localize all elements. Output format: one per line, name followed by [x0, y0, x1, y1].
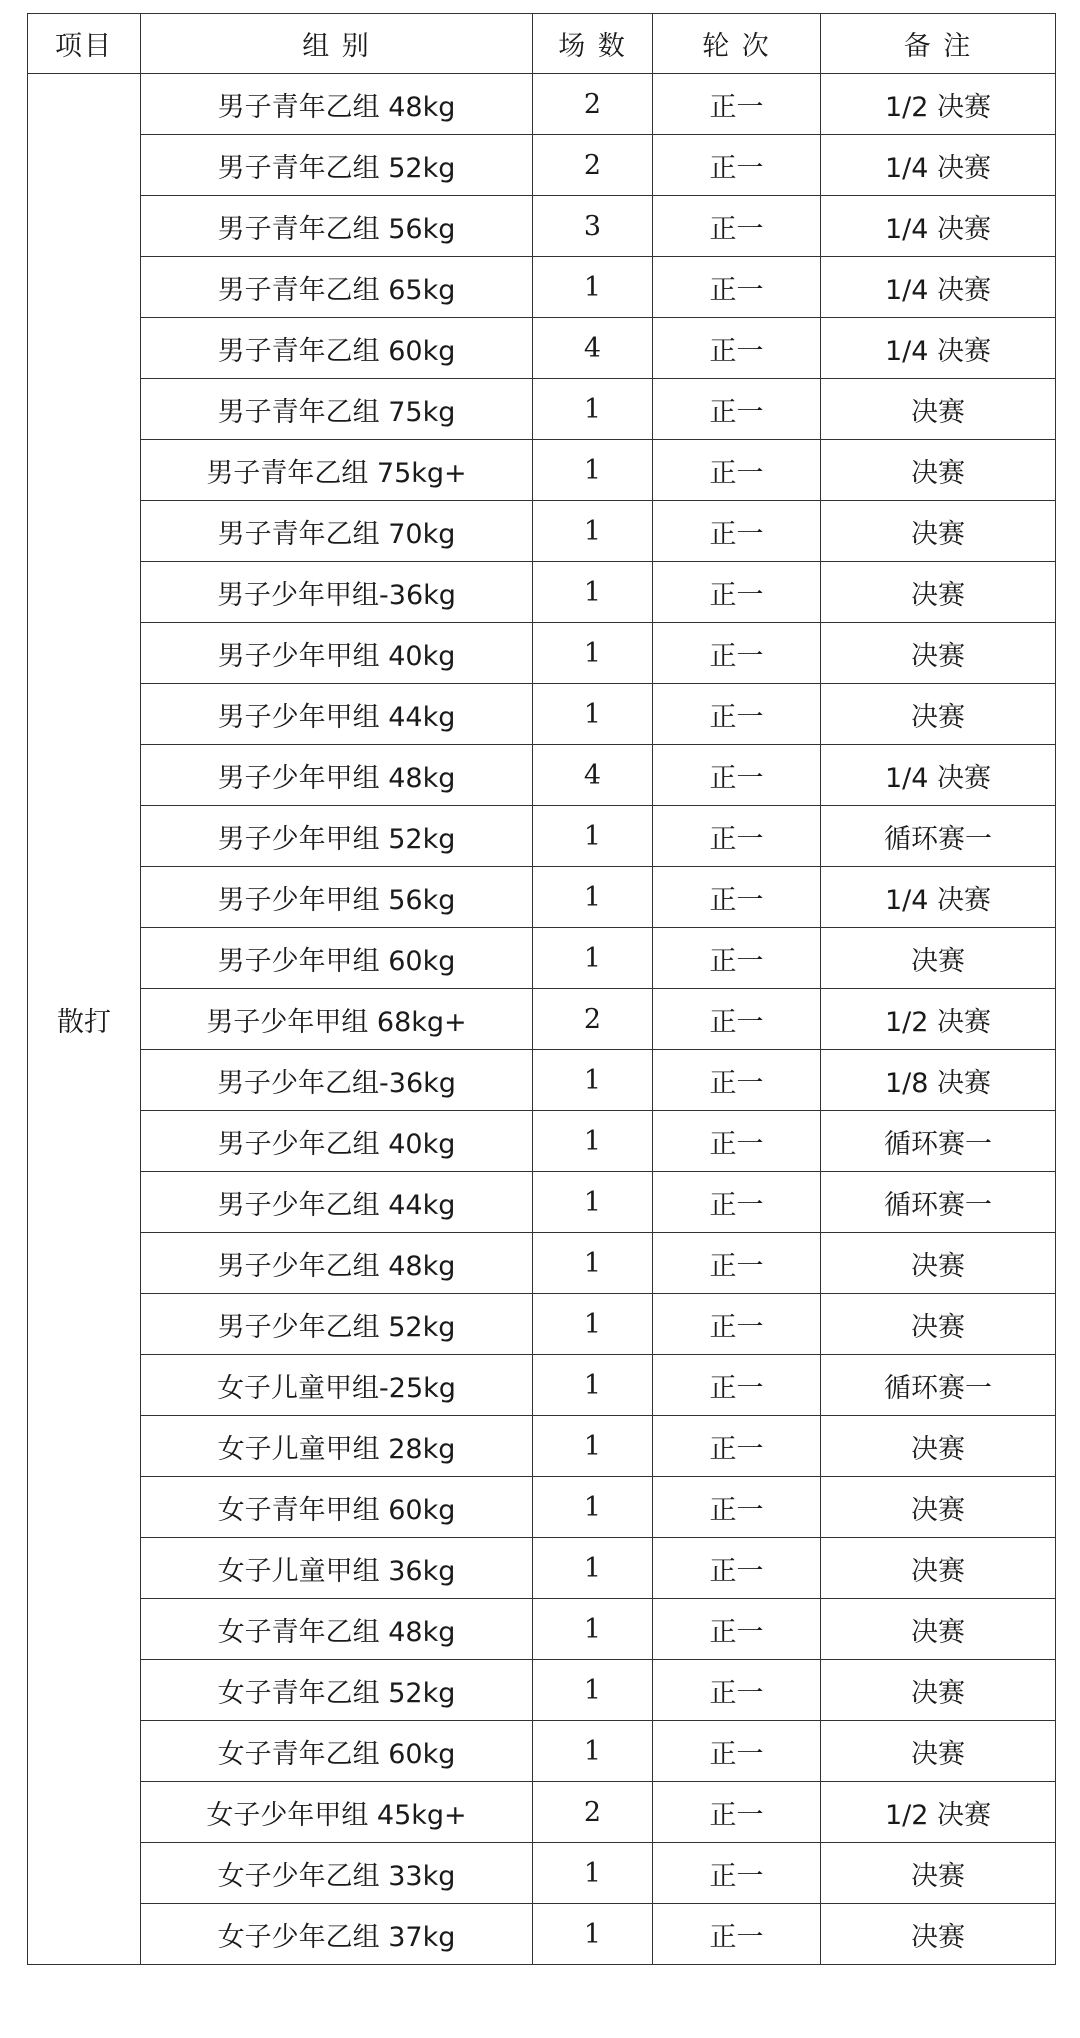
table-row	[28, 1721, 1056, 1782]
round-cell: 正一	[653, 1782, 821, 1843]
note-cell: 1/4 决赛	[821, 867, 1056, 928]
group-cell: 女子少年乙组 37kg	[141, 1904, 533, 1965]
note-cell: 决赛	[821, 623, 1056, 684]
table-row	[28, 1111, 1056, 1172]
group-cell: 男子青年乙组 52kg	[141, 135, 533, 196]
matches-cell: 1	[533, 1416, 653, 1477]
round-cell: 正一	[653, 1843, 821, 1904]
group-cell: 男子少年甲组-36kg	[141, 562, 533, 623]
matches-cell: 1	[533, 1111, 653, 1172]
group-cell: 男子少年乙组 48kg	[141, 1233, 533, 1294]
note-cell: 1/2 决赛	[821, 74, 1056, 135]
note-cell: 1/4 决赛	[821, 318, 1056, 379]
round-cell: 正一	[653, 867, 821, 928]
round-cell: 正一	[653, 623, 821, 684]
matches-cell: 1	[533, 562, 653, 623]
table-row	[28, 989, 1056, 1050]
table-header	[28, 14, 1056, 74]
matches-cell: 2	[533, 135, 653, 196]
table-row	[28, 562, 1056, 623]
matches-cell: 1	[533, 684, 653, 745]
table-row	[28, 1172, 1056, 1233]
note-cell: 1/4 决赛	[821, 135, 1056, 196]
table-row	[28, 135, 1056, 196]
group-cell: 男子青年乙组 48kg	[141, 74, 533, 135]
round-cell: 正一	[653, 196, 821, 257]
round-cell: 正一	[653, 1660, 821, 1721]
note-cell: 决赛	[821, 1843, 1056, 1904]
table-row	[28, 684, 1056, 745]
group-cell: 女子儿童甲组 36kg	[141, 1538, 533, 1599]
note-cell: 循环赛一	[821, 806, 1056, 867]
note-cell: 决赛	[821, 1477, 1056, 1538]
matches-cell: 3	[533, 196, 653, 257]
group-cell: 女子青年乙组 60kg	[141, 1721, 533, 1782]
table-row	[28, 1538, 1056, 1599]
header-note: 备 注	[821, 14, 1056, 74]
group-cell: 男子青年乙组 56kg	[141, 196, 533, 257]
table-row	[28, 1782, 1056, 1843]
round-cell: 正一	[653, 440, 821, 501]
note-cell: 1/2 决赛	[821, 1782, 1056, 1843]
matches-cell: 1	[533, 1294, 653, 1355]
group-cell: 男子少年甲组 60kg	[141, 928, 533, 989]
round-cell: 正一	[653, 1904, 821, 1965]
table-row	[28, 1294, 1056, 1355]
matches-cell: 1	[533, 379, 653, 440]
note-cell: 1/4 决赛	[821, 257, 1056, 318]
table-row	[28, 74, 1056, 135]
matches-cell: 4	[533, 318, 653, 379]
note-cell: 决赛	[821, 501, 1056, 562]
event-cell: 散打	[28, 74, 141, 1965]
round-cell: 正一	[653, 745, 821, 806]
round-cell: 正一	[653, 1416, 821, 1477]
group-cell: 男子少年乙组 52kg	[141, 1294, 533, 1355]
header-group: 组 别	[141, 14, 533, 74]
group-cell: 男子青年乙组 70kg	[141, 501, 533, 562]
matches-cell: 1	[533, 1599, 653, 1660]
table-row	[28, 1843, 1056, 1904]
table-row	[28, 806, 1056, 867]
header-row	[28, 14, 1056, 74]
group-cell: 男子少年甲组 40kg	[141, 623, 533, 684]
group-cell: 男子青年乙组 65kg	[141, 257, 533, 318]
matches-cell: 1	[533, 623, 653, 684]
matches-cell: 1	[533, 1477, 653, 1538]
round-cell: 正一	[653, 1599, 821, 1660]
note-cell: 1/8 决赛	[821, 1050, 1056, 1111]
group-cell: 女子少年甲组 45kg+	[141, 1782, 533, 1843]
round-cell: 正一	[653, 1294, 821, 1355]
matches-cell: 1	[533, 1172, 653, 1233]
group-cell: 男子少年甲组 44kg	[141, 684, 533, 745]
matches-cell: 1	[533, 867, 653, 928]
round-cell: 正一	[653, 318, 821, 379]
table-row	[28, 745, 1056, 806]
note-cell: 循环赛一	[821, 1172, 1056, 1233]
table-row	[28, 867, 1056, 928]
table-row	[28, 1416, 1056, 1477]
round-cell: 正一	[653, 257, 821, 318]
matches-cell: 1	[533, 1843, 653, 1904]
round-cell: 正一	[653, 1538, 821, 1599]
table-row	[28, 501, 1056, 562]
group-cell: 男子少年乙组 44kg	[141, 1172, 533, 1233]
group-cell: 男子少年甲组 68kg+	[141, 989, 533, 1050]
table-row	[28, 1355, 1056, 1416]
table-row	[28, 440, 1056, 501]
table-row	[28, 1599, 1056, 1660]
round-cell: 正一	[653, 1721, 821, 1782]
table-row	[28, 928, 1056, 989]
table-row	[28, 196, 1056, 257]
round-cell: 正一	[653, 1111, 821, 1172]
note-cell: 决赛	[821, 562, 1056, 623]
note-cell: 循环赛一	[821, 1355, 1056, 1416]
note-cell: 1/4 决赛	[821, 196, 1056, 257]
group-cell: 女子少年乙组 33kg	[141, 1843, 533, 1904]
round-cell: 正一	[653, 1355, 821, 1416]
round-cell: 正一	[653, 684, 821, 745]
matches-cell: 1	[533, 501, 653, 562]
round-cell: 正一	[653, 74, 821, 135]
table-row	[28, 1477, 1056, 1538]
group-cell: 男子少年甲组 48kg	[141, 745, 533, 806]
table-row	[28, 257, 1056, 318]
round-cell: 正一	[653, 562, 821, 623]
note-cell: 决赛	[821, 1233, 1056, 1294]
group-cell: 男子少年乙组-36kg	[141, 1050, 533, 1111]
round-cell: 正一	[653, 379, 821, 440]
round-cell: 正一	[653, 806, 821, 867]
round-cell: 正一	[653, 1233, 821, 1294]
matches-cell: 1	[533, 1660, 653, 1721]
group-cell: 女子青年甲组 60kg	[141, 1477, 533, 1538]
matches-cell: 1	[533, 1233, 653, 1294]
round-cell: 正一	[653, 501, 821, 562]
note-cell: 循环赛一	[821, 1111, 1056, 1172]
note-cell: 决赛	[821, 1721, 1056, 1782]
matches-cell: 2	[533, 989, 653, 1050]
table-row	[28, 623, 1056, 684]
header-event: 项目	[28, 14, 141, 74]
round-cell: 正一	[653, 928, 821, 989]
matches-cell: 1	[533, 1050, 653, 1111]
note-cell: 决赛	[821, 379, 1056, 440]
note-cell: 决赛	[821, 1599, 1056, 1660]
table-row	[28, 1660, 1056, 1721]
matches-cell: 2	[533, 1782, 653, 1843]
matches-cell: 1	[533, 1355, 653, 1416]
table-row	[28, 1233, 1056, 1294]
note-cell: 决赛	[821, 440, 1056, 501]
table-row	[28, 379, 1056, 440]
note-cell: 决赛	[821, 1294, 1056, 1355]
note-cell: 决赛	[821, 1660, 1056, 1721]
group-cell: 男子少年甲组 56kg	[141, 867, 533, 928]
schedule-table	[27, 13, 1056, 1965]
group-cell: 男子青年乙组 75kg+	[141, 440, 533, 501]
round-cell: 正一	[653, 1477, 821, 1538]
matches-cell: 1	[533, 440, 653, 501]
note-cell: 决赛	[821, 1904, 1056, 1965]
matches-cell: 1	[533, 257, 653, 318]
table-row	[28, 318, 1056, 379]
round-cell: 正一	[653, 135, 821, 196]
table-row	[28, 1904, 1056, 1965]
group-cell: 男子少年甲组 52kg	[141, 806, 533, 867]
note-cell: 1/2 决赛	[821, 989, 1056, 1050]
round-cell: 正一	[653, 1050, 821, 1111]
note-cell: 决赛	[821, 928, 1056, 989]
note-cell: 决赛	[821, 1538, 1056, 1599]
note-cell: 决赛	[821, 1416, 1056, 1477]
matches-cell: 1	[533, 928, 653, 989]
group-cell: 女子儿童甲组 28kg	[141, 1416, 533, 1477]
table-body	[28, 74, 1056, 1965]
matches-cell: 1	[533, 1538, 653, 1599]
note-cell: 1/4 决赛	[821, 745, 1056, 806]
header-matches: 场 数	[533, 14, 653, 74]
matches-cell: 2	[533, 74, 653, 135]
group-cell: 女子青年乙组 48kg	[141, 1599, 533, 1660]
note-cell: 决赛	[821, 684, 1056, 745]
matches-cell: 4	[533, 745, 653, 806]
matches-cell: 1	[533, 1904, 653, 1965]
group-cell: 男子少年乙组 40kg	[141, 1111, 533, 1172]
matches-cell: 1	[533, 806, 653, 867]
table-row	[28, 1050, 1056, 1111]
group-cell: 女子青年乙组 52kg	[141, 1660, 533, 1721]
group-cell: 男子青年乙组 60kg	[141, 318, 533, 379]
header-round: 轮 次	[653, 14, 821, 74]
matches-cell: 1	[533, 1721, 653, 1782]
round-cell: 正一	[653, 989, 821, 1050]
group-cell: 男子青年乙组 75kg	[141, 379, 533, 440]
round-cell: 正一	[653, 1172, 821, 1233]
group-cell: 女子儿童甲组-25kg	[141, 1355, 533, 1416]
